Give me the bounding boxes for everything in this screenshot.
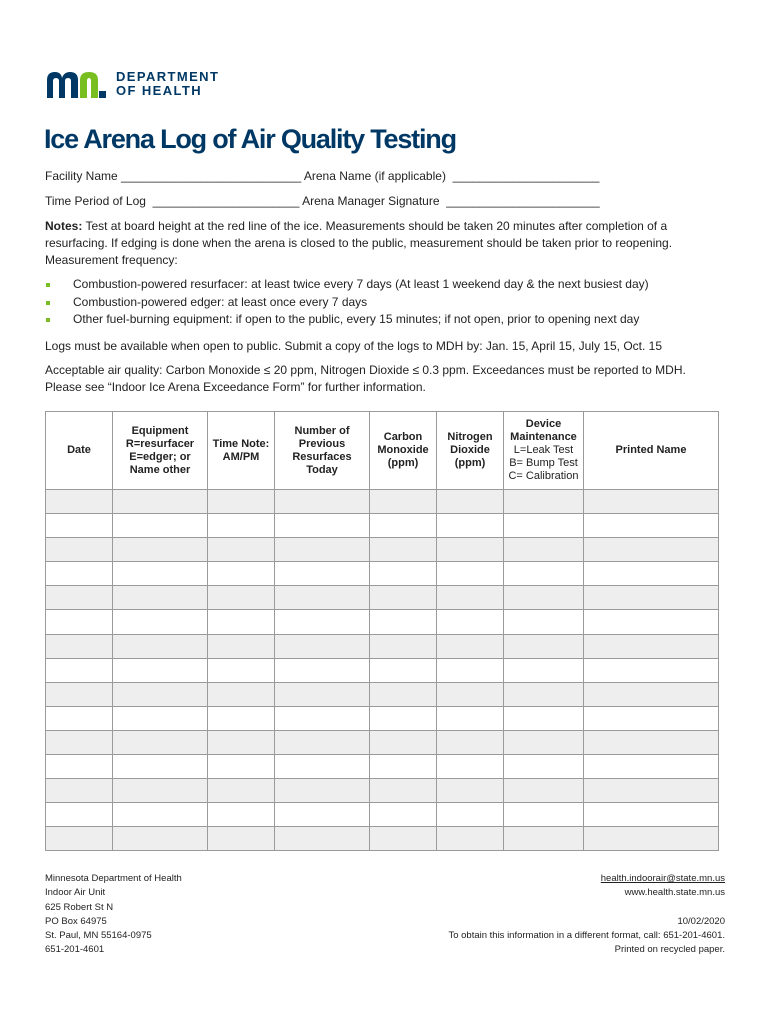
table-cell[interactable] — [584, 803, 719, 827]
table-cell[interactable] — [46, 730, 113, 754]
table-cell[interactable] — [584, 610, 719, 634]
table-row — [46, 755, 719, 779]
table-row — [46, 827, 719, 851]
table-cell[interactable] — [504, 730, 584, 754]
table-cell[interactable] — [46, 610, 113, 634]
table-cell[interactable] — [370, 658, 437, 682]
table-cell[interactable] — [113, 730, 208, 754]
mdh-logo — [44, 68, 219, 100]
list-item: Other fuel-burning equipment: if open to the public, every 15 minutes; if not open, prior to opening next day — [45, 311, 649, 329]
table-cell[interactable] — [208, 706, 275, 730]
table-cell[interactable] — [437, 779, 504, 803]
table-cell[interactable] — [208, 827, 275, 851]
email-link[interactable]: health.indoorair@state.mn.us — [600, 873, 725, 884]
table-cell[interactable] — [504, 538, 584, 562]
table-row — [46, 682, 719, 706]
table-cell[interactable] — [504, 779, 584, 803]
list-item: Combustion-powered resurfacer: at least twice every 7 days (At least 1 weekend day & the next busiest day) — [45, 276, 649, 294]
table-cell[interactable] — [584, 706, 719, 730]
table-cell[interactable] — [113, 562, 208, 586]
table-cell[interactable] — [113, 490, 208, 514]
table-cell[interactable] — [584, 730, 719, 754]
table-cell[interactable] — [275, 779, 370, 803]
table-cell[interactable] — [46, 827, 113, 851]
table-row — [46, 610, 719, 634]
table-cell[interactable] — [370, 490, 437, 514]
table-cell[interactable] — [437, 586, 504, 610]
table-cell[interactable] — [437, 682, 504, 706]
table-cell[interactable] — [437, 755, 504, 779]
table-cell[interactable] — [275, 803, 370, 827]
table-cell[interactable] — [113, 779, 208, 803]
table-cell[interactable] — [370, 586, 437, 610]
table-cell[interactable] — [275, 538, 370, 562]
format-note: To obtain this information in a different format, call: 651-201-4601. — [448, 930, 725, 942]
table-cell[interactable] — [113, 514, 208, 538]
table-cell[interactable] — [275, 490, 370, 514]
table-cell[interactable] — [275, 755, 370, 779]
table-row — [46, 634, 719, 658]
frequency-list — [45, 276, 649, 329]
table-row — [46, 706, 719, 730]
table-cell[interactable] — [275, 706, 370, 730]
table-cell[interactable] — [275, 682, 370, 706]
header-device-maintenance: Device Maintenance L=Leak Test B= Bump Test C= Calibration — [504, 412, 584, 490]
table-cell[interactable] — [46, 755, 113, 779]
list-item: Combustion-powered edger: at least once every 7 days — [45, 294, 649, 312]
table-cell[interactable] — [370, 514, 437, 538]
table-cell[interactable] — [437, 827, 504, 851]
table-cell[interactable] — [208, 490, 275, 514]
table-cell[interactable] — [504, 755, 584, 779]
table-cell[interactable] — [46, 803, 113, 827]
table-cell[interactable] — [46, 682, 113, 706]
table-cell[interactable] — [504, 682, 584, 706]
table-cell[interactable] — [370, 538, 437, 562]
table-header-row — [46, 412, 719, 490]
table-cell[interactable] — [370, 803, 437, 827]
table-cell[interactable] — [437, 490, 504, 514]
table-cell[interactable] — [504, 827, 584, 851]
table-cell[interactable] — [113, 658, 208, 682]
table-cell[interactable] — [504, 514, 584, 538]
table-cell[interactable] — [584, 755, 719, 779]
table-cell[interactable] — [113, 827, 208, 851]
table-row — [46, 779, 719, 803]
air-quality-log-table — [45, 411, 719, 851]
table-cell[interactable] — [46, 490, 113, 514]
table-cell[interactable] — [113, 706, 208, 730]
table-cell[interactable] — [504, 562, 584, 586]
table-cell[interactable] — [370, 682, 437, 706]
table-cell[interactable] — [370, 730, 437, 754]
header-equipment: Equipment R=resurfacer E=edger; or Name other — [113, 412, 208, 490]
table-cell[interactable] — [370, 634, 437, 658]
table-cell[interactable] — [208, 803, 275, 827]
table-cell[interactable] — [504, 803, 584, 827]
table-cell[interactable] — [113, 682, 208, 706]
table-cell[interactable] — [584, 514, 719, 538]
acceptable-quality: Acceptable air quality: Carbon Monoxide ≤ 20 ppm, Nitrogen Dioxide ≤ 0.3 ppm. Exceedances must be reported to MDH. Please see “Indoor Ice Arena Exceedance Form” for further information. — [45, 363, 686, 394]
header-carbon-monoxide: Carbon Monoxide (ppm) — [370, 412, 437, 490]
table-cell[interactable] — [275, 827, 370, 851]
table-cell[interactable] — [504, 634, 584, 658]
table-cell[interactable] — [370, 827, 437, 851]
table-cell[interactable] — [504, 658, 584, 682]
table-cell[interactable] — [504, 586, 584, 610]
period-signature-line: Time Period of Log ______________________ Arena Manager Signature _______________________ — [45, 194, 600, 208]
table-cell[interactable] — [208, 610, 275, 634]
table-cell[interactable] — [504, 490, 584, 514]
table-cell[interactable] — [584, 562, 719, 586]
table-cell[interactable] — [113, 610, 208, 634]
header-resurfaces: Number of Previous Resurfaces Today — [275, 412, 370, 490]
header-time: Time Note: AM/PM — [208, 412, 275, 490]
table-cell[interactable] — [46, 658, 113, 682]
table-cell[interactable] — [208, 634, 275, 658]
header-date: Date — [46, 412, 113, 490]
facility-arena-line: Facility Name ___________________________ Arena Name (if applicable) ______________________ — [45, 169, 600, 183]
table-cell[interactable] — [113, 755, 208, 779]
header-nitrogen-dioxide: Nitrogen Dioxide (ppm) — [437, 412, 504, 490]
table-cell[interactable] — [437, 562, 504, 586]
logs-requirement: Logs must be available when open to public. Submit a copy of the logs to MDH by: Jan. 15, April 15, July 15, Oct. 15 — [45, 339, 663, 353]
table-cell[interactable] — [437, 610, 504, 634]
table-cell[interactable] — [370, 562, 437, 586]
recycled-note: Printed on recycled paper. — [614, 944, 725, 956]
table-cell[interactable] — [46, 538, 113, 562]
table-cell[interactable] — [275, 634, 370, 658]
table-cell[interactable] — [584, 490, 719, 514]
footer-address: Minnesota Department of Health Indoor Air Unit 625 Robert St N PO Box 64975 St. Paul, MN 55164-0975 651-201-4601 — [45, 873, 182, 956]
table-cell[interactable] — [584, 682, 719, 706]
table-cell[interactable] — [208, 755, 275, 779]
table-cell[interactable] — [370, 610, 437, 634]
table-cell[interactable] — [437, 634, 504, 658]
bullet-icon — [46, 301, 50, 305]
table-cell[interactable] — [437, 658, 504, 682]
table-cell[interactable] — [437, 706, 504, 730]
table-cell[interactable] — [584, 634, 719, 658]
table-cell[interactable] — [46, 634, 113, 658]
table-cell[interactable] — [46, 779, 113, 803]
footer-contact — [448, 872, 725, 958]
table-cell[interactable] — [504, 610, 584, 634]
table-cell[interactable] — [113, 586, 208, 610]
table-cell[interactable] — [208, 538, 275, 562]
header-printed-name: Printed Name — [584, 412, 719, 490]
table-cell[interactable] — [437, 514, 504, 538]
table-row — [46, 586, 719, 610]
table-cell[interactable] — [275, 586, 370, 610]
table-cell[interactable] — [275, 658, 370, 682]
table-cell[interactable] — [46, 706, 113, 730]
table-cell[interactable] — [208, 730, 275, 754]
mn-logo-icon — [44, 69, 108, 99]
table-row — [46, 730, 719, 754]
notes-paragraph: Notes: Test at board height at the red line of the ice. Measurements should be taken 20 minutes after completion of a resurfacing. If edging is done when the arena is closed to the public, measurement should be taken prior to reopening. Measurement frequency: — [45, 219, 673, 267]
table-cell[interactable] — [584, 658, 719, 682]
table-cell[interactable] — [208, 682, 275, 706]
bullet-icon — [46, 318, 50, 322]
revision-date: 10/02/2020 — [677, 915, 725, 927]
table-cell[interactable] — [113, 803, 208, 827]
table-cell[interactable] — [584, 538, 719, 562]
table-cell[interactable] — [584, 827, 719, 851]
table-cell[interactable] — [504, 706, 584, 730]
bullet-icon — [46, 283, 50, 287]
table-cell[interactable] — [584, 586, 719, 610]
table-row — [46, 658, 719, 682]
table-cell[interactable] — [46, 514, 113, 538]
table-cell[interactable] — [208, 658, 275, 682]
table-cell[interactable] — [46, 562, 113, 586]
table-row — [46, 803, 719, 827]
table-cell[interactable] — [113, 634, 208, 658]
table-cell[interactable] — [370, 706, 437, 730]
table-cell[interactable] — [370, 755, 437, 779]
table-cell[interactable] — [370, 779, 437, 803]
table-cell[interactable] — [208, 562, 275, 586]
table-row — [46, 514, 719, 538]
table-cell[interactable] — [437, 730, 504, 754]
table-cell[interactable] — [275, 562, 370, 586]
table-row — [46, 538, 719, 562]
table-cell[interactable] — [437, 803, 504, 827]
page-title: Ice Arena Log of Air Quality Testing — [44, 124, 456, 154]
table-cell[interactable] — [275, 730, 370, 754]
table-cell[interactable] — [113, 538, 208, 562]
website-text: www.health.state.mn.us — [624, 887, 725, 899]
table-body — [46, 490, 719, 851]
logo-wordmark: DEPARTMENT OF HEALTH — [116, 69, 220, 98]
table-cell[interactable] — [437, 538, 504, 562]
table-cell[interactable] — [584, 779, 719, 803]
table-row — [46, 562, 719, 586]
table-row — [46, 490, 719, 514]
table-cell[interactable] — [208, 779, 275, 803]
table-cell[interactable] — [275, 514, 370, 538]
table-cell[interactable] — [275, 610, 370, 634]
table-cell[interactable] — [208, 514, 275, 538]
table-cell[interactable] — [208, 586, 275, 610]
table-cell[interactable] — [46, 586, 113, 610]
